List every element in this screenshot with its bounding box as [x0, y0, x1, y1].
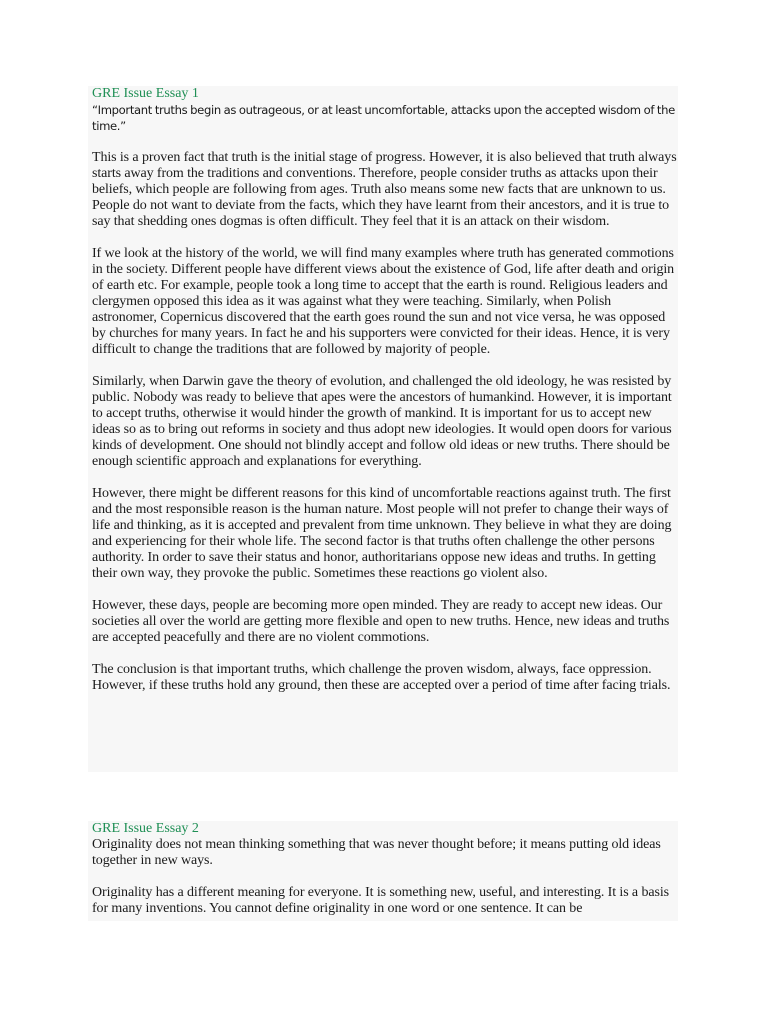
essay-1-paragraph-1: This is a proven fact that truth is the initial stage of progress. However, it is also believed that truth always starts away from the traditions and conventions. Therefore, people consider truths as attacks upon their beliefs, which people are following from ages. Truth also means some new facts that are unknown to us. People do not want to deviate from the facts, which they have learnt from their ancestors, and it is true to say that shedding ones dogmas is often difficult. They feel that it is an attack on their wisdom.: [92, 150, 677, 229]
essay-1-paragraph-3: Similarly, when Darwin gave the theory of evolution, and challenged the old ideology, he was resisted by public. Nobody was ready to believe that apes were the ancestors of humankind. However, it is important to accept truths, otherwise it would hinder the growth of mankind. It is important for us to accept new ideas so as to bring out reforms in society and thus adopt new ideologies. It would open doors for various kinds of development. One should not blindly accept and follow old ideas or new truths. There should be enough scientific approach and explanations for everything.: [92, 374, 672, 469]
essay-1-paragraph-2: If we look at the history of the world, we will find many examples where truth has generated commotions in the society. Different people have different views about the existence of God, life after death and origin of earth etc. For example, people took a long time to accept that the earth is round. Religious leaders and clergymen opposed this idea as it was against what they were teaching. Similarly, when Polish astronomer, Copernicus discovered that the earth goes round the sun and not vice versa, he was opposed by churches for many years. In fact he and his supporters were convicted for their ideas. Hence, it is very difficult to change the traditions that are followed by majority of people.: [92, 246, 675, 357]
essay-1-title: GRE Issue Essay 1: [92, 86, 199, 101]
essay-2-title: GRE Issue Essay 2: [92, 821, 199, 836]
essay-1-paragraph-4: However, there might be different reasons for this kind of uncomfortable reactions against truth. The first and the most responsible reason is the human nature. Most people will not prefer to change their ways of life and thinking, as it is accepted and prevalent from time unknown. They believe in what they are doing and experiencing for their whole life. The second factor is that truths often challenge the other persons authority. In order to save their status and honor, authoritarians oppose new ideas and truths. In getting their own way, they provoke the public. Sometimes these reactions go violent also.: [92, 486, 672, 581]
essay-2-section: [88, 821, 678, 921]
essay-1-prompt: “Important truths begin as outrageous, or at least uncomfortable, attacks upon the accepted wisdom of the time.”: [92, 103, 675, 133]
essay-1-section: [88, 86, 678, 772]
essay-2-paragraph-1: Originality has a different meaning for everyone. It is something new, useful, and interesting. It is a basis for many inventions. You cannot define originality in one word or one sentence. It can be: [92, 885, 669, 916]
essay-1-paragraph-6: The conclusion is that important truths, which challenge the proven wisdom, always, face oppression. However, if these truths hold any ground, then these are accepted over a period of time after facing trials.: [92, 662, 671, 693]
essay-1-paragraph-5: However, these days, people are becoming more open minded. They are ready to accept new ideas. Our societies all over the world are getting more flexible and open to new truths. Hence, new ideas and truths are accepted peacefully and there are no violent commotions.: [92, 598, 670, 645]
essay-2-prompt: Originality does not mean thinking something that was never thought before; it means putting old ideas together in new ways.: [92, 837, 661, 868]
